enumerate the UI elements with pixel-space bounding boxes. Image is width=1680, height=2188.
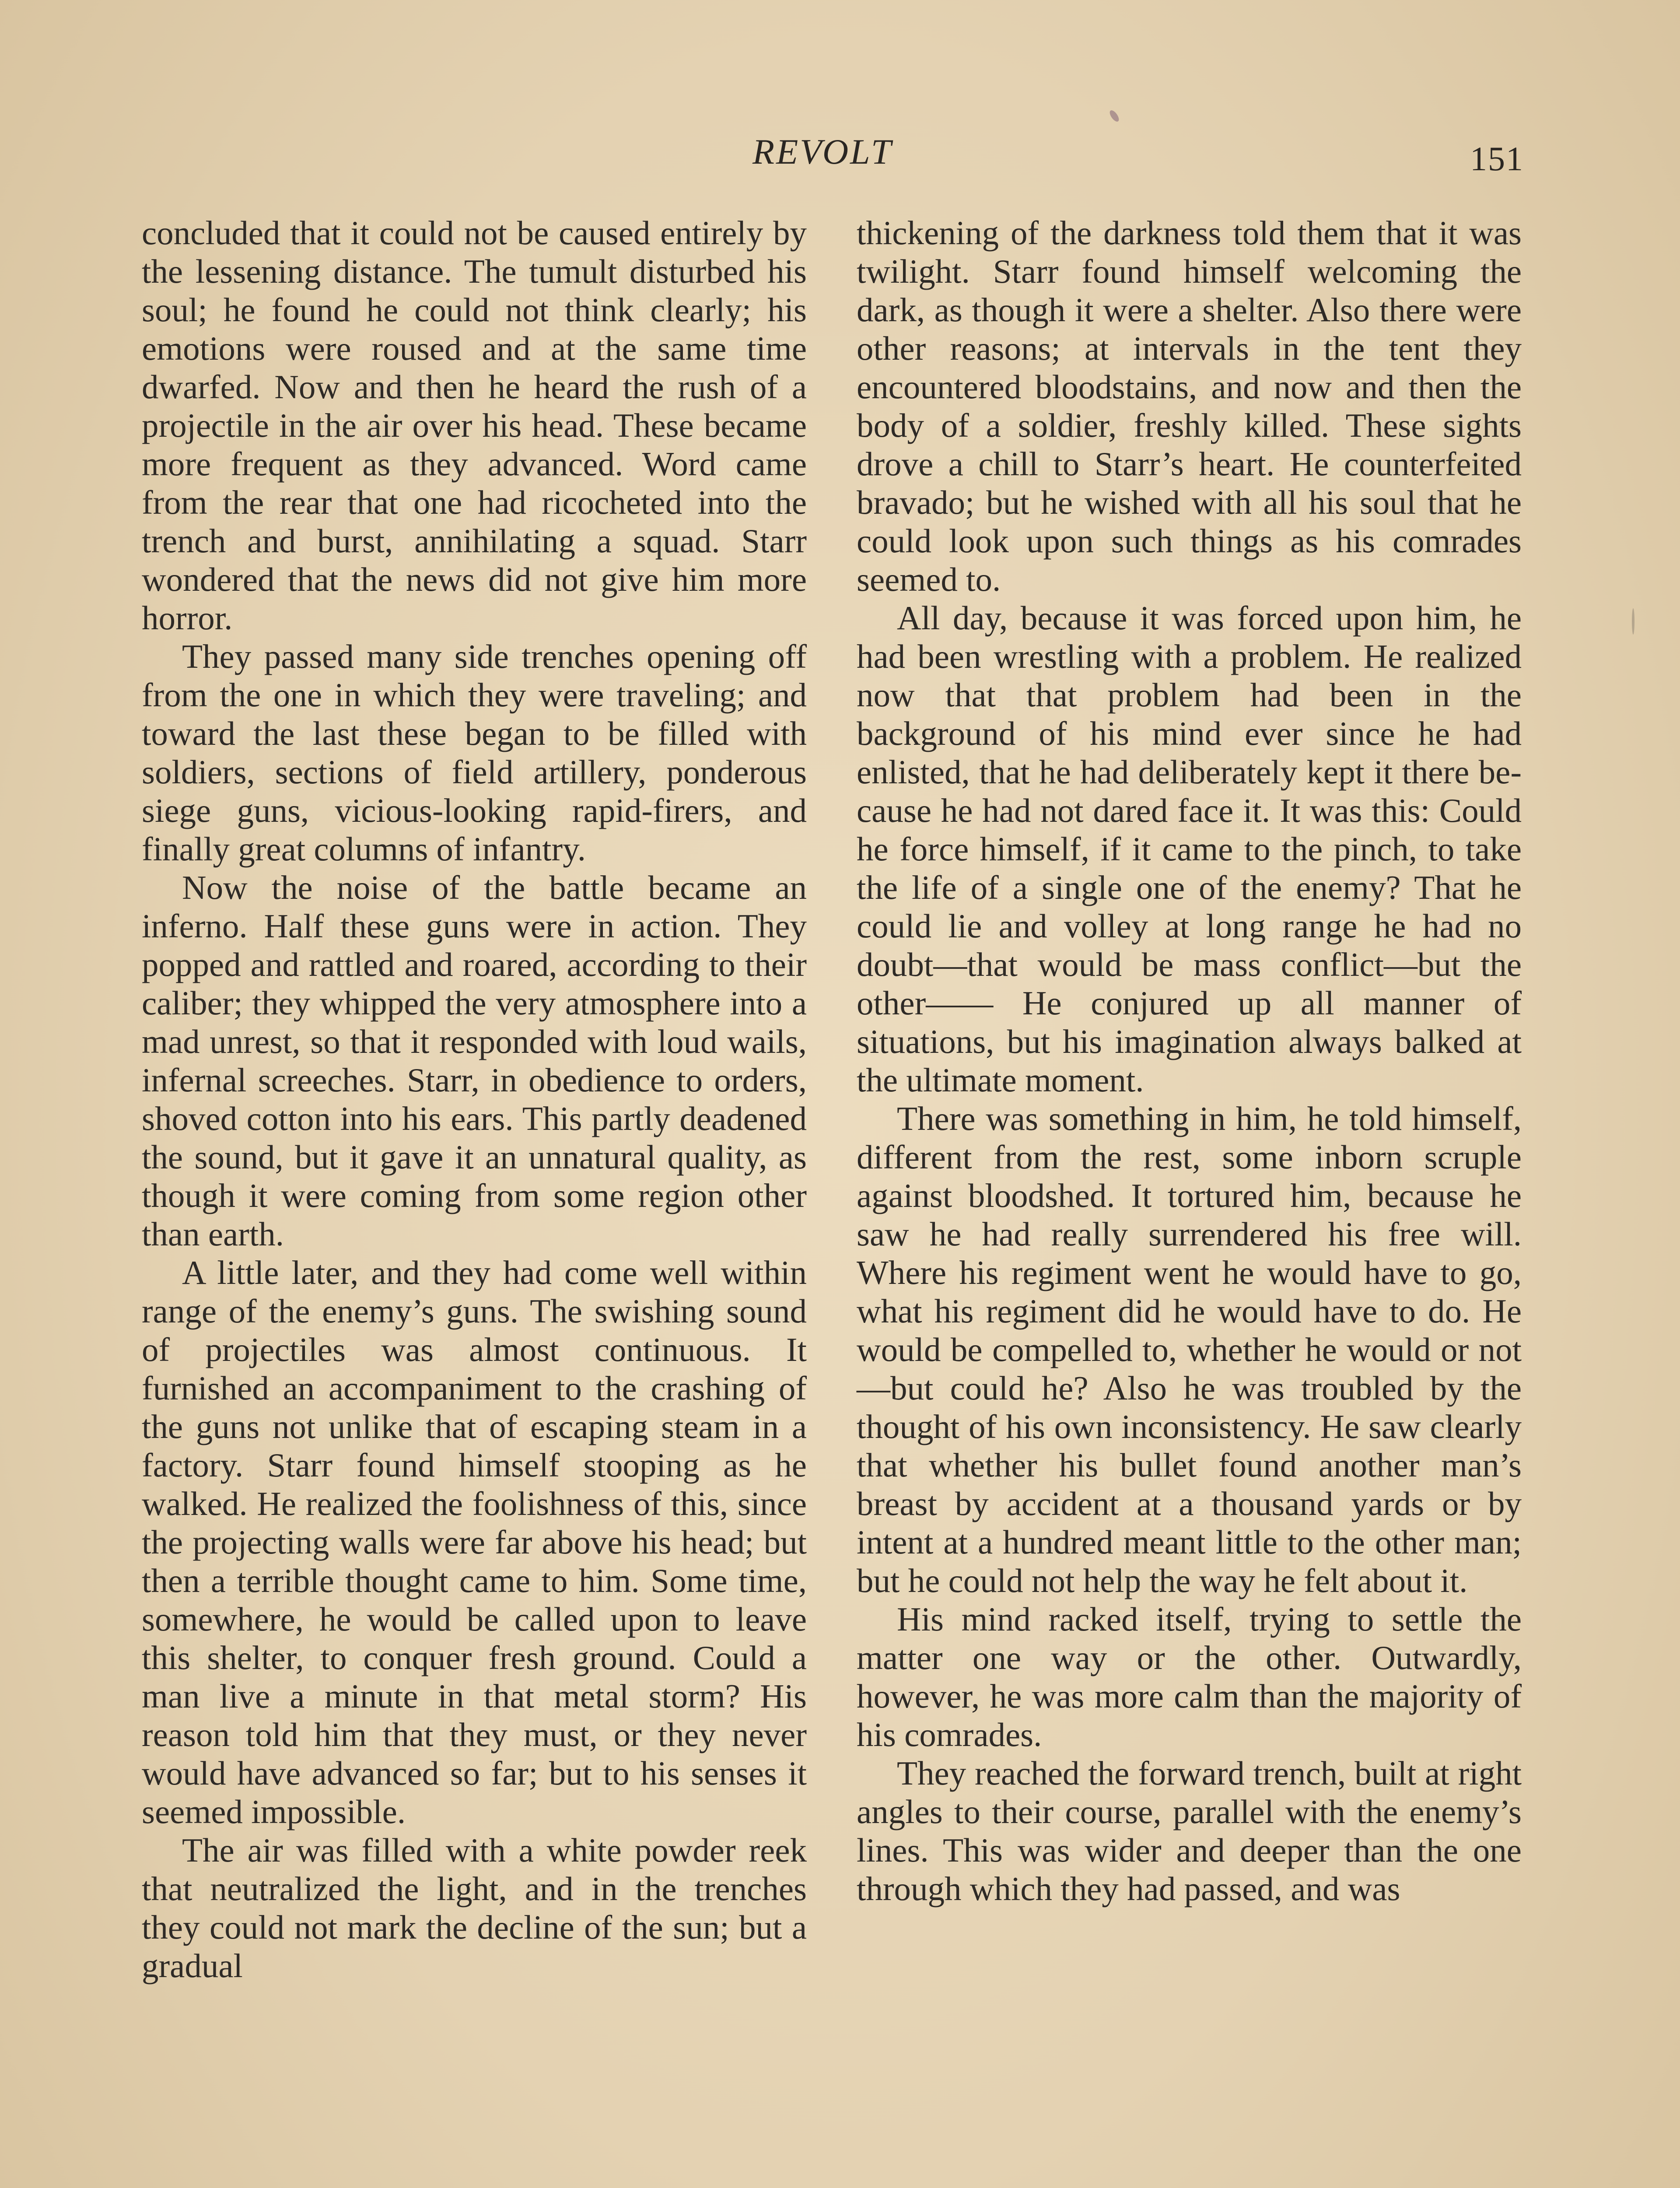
- paragraph: Now the noise of the battle became an inferno. Half these guns were in action. They popped and rattled and roared, according to their caliber; they whipped the very atmosphere into a mad unrest, so that it responded with loud wails, infernal screeches. Starr, in obedience to orders, shoved cotton into his ears. This partly deadened the sound, but it gave it an unnatural quality, as though it were coming from some region other than earth.: [142, 869, 807, 1253]
- paper-speck: [1108, 109, 1121, 123]
- running-title: REVOLT: [752, 132, 893, 172]
- left-column: [142, 214, 807, 1985]
- paragraph: A little later, and they had come well within range of the enemy’s guns. The swishing sound of projectiles was almost continuous. It furnished an accompaniment to the crashing of the guns not unlike that of escaping steam in a factory. Starr found himself stooping as he walked. He realized the foolishness of this, since the projecting walls were far above his head; but then a terrible thought came to him. Some time, somewhere, he would be called upon to leave this shelter, to conquer fresh ground. Could a man live a minute in that metal storm? His reason told him that they must, or they never would have advanced so far; but to his senses it seemed impossible.: [142, 1254, 807, 1830]
- paper-speck: [1632, 608, 1634, 635]
- paragraph: His mind racked itself, trying to settle the matter one way or the other. Outwardly, however, he was more calm than the majority of his comrades.: [857, 1600, 1522, 1753]
- page-number: 151: [1470, 140, 1524, 178]
- paragraph: There was something in him, he told himself, different from the rest, some inborn scruple against bloodshed. It tortured him, because he saw he had really surrendered his free will. Where his regiment went he would have to go, what his regiment did he would have to do. He would be compelled to, whether he would or not—but could he? Also he was troubled by the thought of his own inconsistency. He saw clearly that whether his bullet found another man’s breast by accident at a thousand yards or by intent at a hundred meant little to the other man; but he could not help the way he felt about it.: [857, 1100, 1522, 1599]
- paragraph: thickening of the darkness told them that it was twilight. Starr found himself welcoming the dark, as though it were a shelter. Also there were other reasons; at intervals in the tent they encountered bloodstains, and now and then the body of a soldier, freshly killed. These sights drove a chill to Starr’s heart. He counterfeited bravado; but he wished with all his soul that he could look upon such things as his comrades seemed to.: [857, 214, 1522, 598]
- paragraph: The air was filled with a white powder reek that neutralized the light, and in the trenches they could not mark the decline of the sun; but a gradual: [142, 1831, 807, 1985]
- paragraph: They reached the forward trench, built at right angles to their course, parallel with the enemy’s lines. This was wider and deeper than the one through which they had passed, and was: [857, 1754, 1522, 1907]
- right-column: [857, 214, 1522, 1908]
- paragraph: concluded that it could not be caused entirely by the lessening distance. The tumult disturbed his soul; he found he could not think clearly; his emotions were roused and at the same time dwarfed. Now and then he heard the rush of a projectile in the air over his head. These became more frequent as they advanced. Word came from the rear that one had ricocheted into the trench and burst, annihilating a squad. Starr wondered that the news did not give him more horror.: [142, 214, 807, 637]
- paragraph: All day, because it was forced upon him, he had been wrestling with a problem. He realized now that that problem had been in the background of his mind ever since he had enlisted, that he had deliberately kept it there because he had not dared face it. It was this: Could he force himself, if it came to the pinch, to take the life of a single one of the enemy? That he could lie and volley at long range he had no doubt—that would be mass conflict—but the other—— He conjured up all manner of situations, but his imagination always balked at the ultimate moment.: [857, 599, 1522, 1099]
- paragraph: They passed many side trenches opening off from the one in which they were traveling; and toward the last these began to be filled with soldiers, sections of field artillery, ponderous siege guns, vicious-looking rapid-firers, and finally great columns of infantry.: [142, 638, 807, 868]
